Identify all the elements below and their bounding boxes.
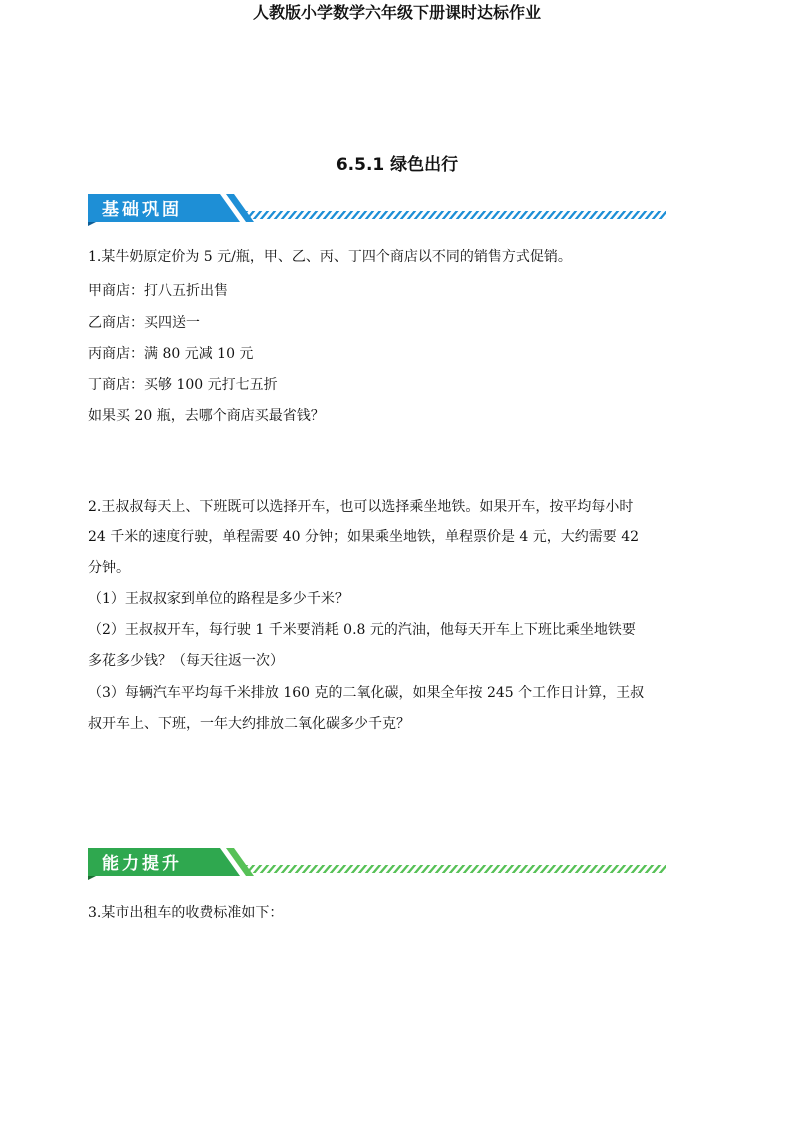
question-1-shop-ding: 丁商店：买够 100 元打七五折 [88,377,278,393]
question-2-stem-line-1: 2.王叔叔每天上、下班既可以选择开车，也可以选择乘坐地铁。如果开车，按平均每小时 [88,499,634,515]
question-2-stem-line-3: 分钟。 [88,560,130,576]
section-label-basic: 基础巩固 [102,200,182,220]
question-2-part-2-line-1: （2）王叔叔开车，每行驶 1 千米要消耗 0.8 元的汽油，他每天开车上下班比乘坐地铁要 [88,622,636,638]
question-1-shop-yi: 乙商店：买四送一 [88,315,200,331]
page-title: 人教版小学数学六年级下册课时达标作业 [252,3,541,22]
section-banner-basic [88,190,668,226]
question-3-stem: 3.某市出租车的收费标准如下： [88,905,284,921]
section-banner-advanced [88,844,668,880]
question-1-stem: 1.某牛奶原定价为 5 元/瓶，甲、乙、丙、丁四个商店以不同的销售方式促销。 [88,249,572,265]
question-2-part-2-line-2: 多花多少钱？（每天往返一次） [88,653,284,669]
section-label-advanced: 能力提升 [102,854,182,874]
question-2-stem-line-2: 24 千米的速度行驶，单程需要 40 分钟；如果乘坐地铁，单程票价是 4 元，大约需要 42 [88,529,640,545]
lesson-subtitle: 6.5.1 绿色出行 [335,155,459,175]
question-2-part-1: （1）王叔叔家到单位的路程是多少千米？ [88,591,349,607]
question-1-shop-bing: 丙商店：满 80 元减 10 元 [88,346,254,362]
question-1-ask: 如果买 20 瓶，去哪个商店买最省钱？ [88,408,325,424]
question-2-part-3-line-1: （3）每辆汽车平均每千米排放 160 克的二氧化碳，如果全年按 245 个工作日计算，王叔 [88,685,645,701]
question-2-part-3-line-2: 叔开车上、下班，一年大约排放二氧化碳多少千克？ [88,716,410,732]
question-1-shop-jia: 甲商店：打八五折出售 [88,283,228,299]
